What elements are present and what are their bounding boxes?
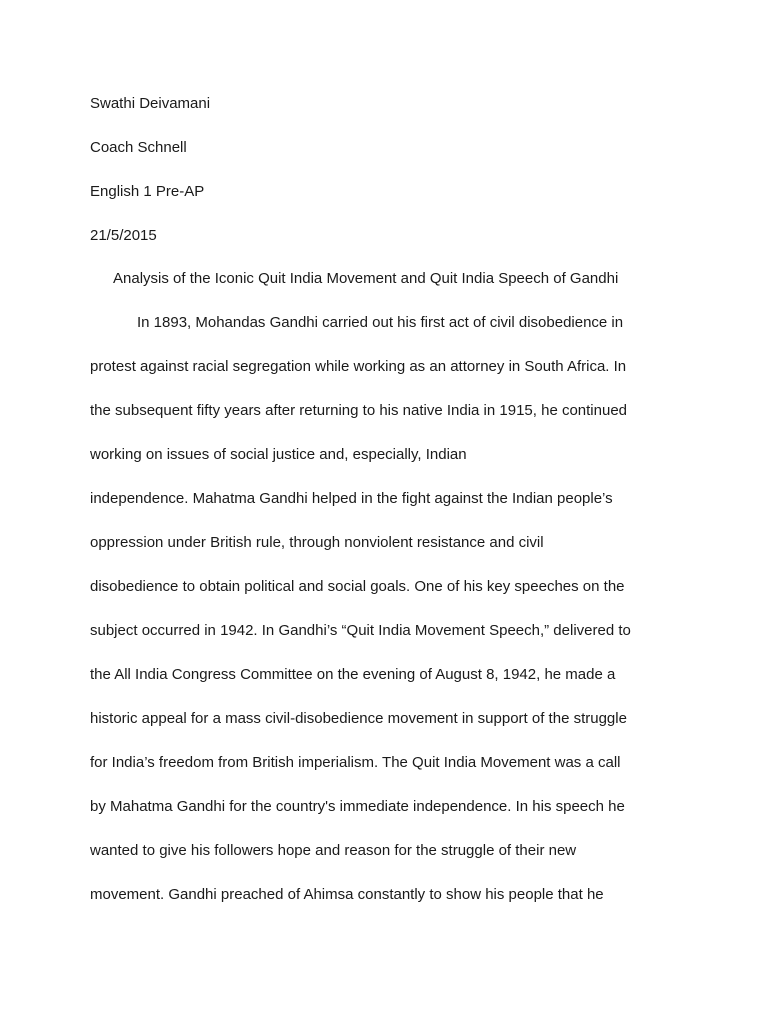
essay-line: the subsequent fifty years after returning to his native India in 1915, he continued [90,402,628,419]
teacher-name: Coach Schnell [90,139,187,156]
course-name: English 1 Pre-AP [90,183,205,200]
essay-line: by Mahatma Gandhi for the country's immediate independence. In his speech he [90,798,625,815]
essay-line: movement. Gandhi preached of Ahimsa constantly to show his people that he [90,886,604,903]
essay-line: In 1893, Mohandas Gandhi carried out his first act of civil disobedience in [137,314,624,331]
essay-line: wanted to give his followers hope and reason for the struggle of their new [90,842,577,859]
essay-line: disobedience to obtain political and social goals. One of his key speeches on the [90,578,625,595]
essay-line: subject occurred in 1942. In Gandhi’s “Quit India Movement Speech,” delivered to [90,622,631,639]
essay-line: for India’s freedom from British imperialism. The Quit India Movement was a call [90,754,621,771]
essay-date: 21/5/2015 [90,227,157,244]
essay-line: the All India Congress Committee on the evening of August 8, 1942, he made a [90,666,616,683]
essay-line: independence. Mahatma Gandhi helped in the fight against the Indian people’s [90,490,613,507]
essay-line: working on issues of social justice and, especially, Indian [90,446,467,463]
essay-line: historic appeal for a mass civil-disobedience movement in support of the struggle [90,710,627,727]
essay-line: oppression under British rule, through nonviolent resistance and civil [90,534,544,551]
essay-title: Analysis of the Iconic Quit India Movement and Quit India Speech of Gandhi [113,270,619,287]
student-name: Swathi Deivamani [90,95,211,112]
essay-line: protest against racial segregation while working as an attorney in South Africa. In [90,358,627,375]
